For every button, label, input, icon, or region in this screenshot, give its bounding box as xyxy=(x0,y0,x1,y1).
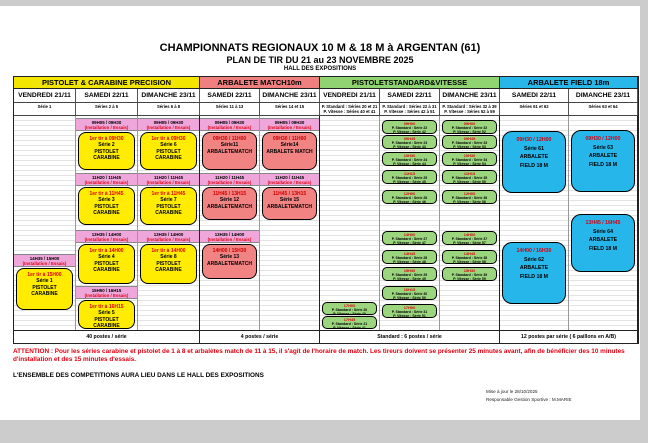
series-subheader-row xyxy=(14,103,638,116)
standard-vitesse-cell: 09H45 P. Standard : Série 23 P. Vitesse : Série 43 xyxy=(382,135,437,149)
page-title: CHAMPIONNATS REGIONAUX 10 M & 18 M à ARGENTAN (61) xyxy=(159,42,481,54)
schedule-table xyxy=(13,76,639,344)
standard-vitesse-cell: 11H15 P. Standard : Série 35 P. Vitesse : Série 55 xyxy=(442,170,497,184)
pistolet-carabine-cell: 1er tir à 09H30 Série 6 PISTOLET CARABINE xyxy=(140,132,197,170)
pistolet-carabine-cell: 1er tir à 09H30 Série 2 PISTOLET CARABINE xyxy=(78,132,135,170)
standard-vitesse-cell: 09H45 P. Standard : Série 33 P. Vitesse : Série 53 xyxy=(442,135,497,149)
standard-vitesse-cell: 14H45 P. Standard : Série 38 P. Vitesse : Série 58 xyxy=(442,250,497,264)
discipline-band-row xyxy=(14,77,638,89)
schedule-body xyxy=(14,116,638,331)
schedule-column xyxy=(569,116,638,330)
schedule-column xyxy=(260,116,320,330)
postes-note-row xyxy=(14,331,638,343)
standard-vitesse-cell: 14H00 P. Standard : Série 37 P. Vitesse : Série 57 xyxy=(442,231,497,245)
attention-note: ATTENTION : Pour les séries carabine et pistolet de 1 à 8 et arbalètes match de 11 à 15, il s'agit de l'horaire de match. Les tireurs doivent se présenter 25 minutes avant, afin de bénéficier des 10 minutes d'installation et des 15 minutes d'essais. xyxy=(13,348,625,363)
update-date: Mise à jour le 28/10/2025 xyxy=(486,389,538,394)
installation-banner: 09H05 / 09H30 (Installation / Essais) xyxy=(200,118,259,131)
standard-vitesse-cell: 11H15 P. Standard : Série 25 P. Vitesse : Série 45 xyxy=(382,170,437,184)
schedule-column xyxy=(76,116,138,330)
series-subheader: Séries 14 et 15 xyxy=(260,103,320,115)
installation-banner: 09H05 / 09H30 (Installation / Essais) xyxy=(260,118,319,131)
installation-banner: 13H35 / 14H00 (Installation / Essais) xyxy=(138,230,199,243)
arbalete-field-cell: 13H45 / 16H45 Série 64 ARBALETE FIELD 18 M xyxy=(571,214,635,272)
day-header-row xyxy=(14,89,638,103)
pistolet-carabine-cell: 1er tir à 15H00 Série 1 PISTOLET CARABINE xyxy=(16,268,73,310)
installation-banner: 13H35 / 14H00 (Installation / Essais) xyxy=(76,230,137,243)
arbalete-match-cell: 09H30 / 11H00 Série11 ARBALETEMATCH xyxy=(202,132,257,170)
standard-vitesse-cell: 12H00 P. Standard : Série 26 P. Vitesse : Série 46 xyxy=(382,190,437,204)
schedule-column xyxy=(500,116,569,330)
postes-note-1: 4 postes / série xyxy=(200,331,320,343)
series-subheader: P. Standard : Séries 20 et 21 P. Vitesse : Séries 40 et 41 xyxy=(320,103,380,115)
discipline-band-3: ARBALETE FIELD 18m xyxy=(500,77,638,88)
standard-vitesse-cell: 09H00 P. Standard : Série 32 P. Vitesse : Série 52 xyxy=(442,120,497,134)
schedule-column xyxy=(440,116,500,330)
postes-note-2: Standard : 6 postes / série xyxy=(320,331,500,343)
pistolet-carabine-cell: 1er tir à 14H00 Série 8 PISTOLET CARABINE xyxy=(140,244,197,284)
day-header: DIMANCHE 23/11 xyxy=(260,89,320,102)
schedule-column xyxy=(138,116,200,330)
day-header: SAMEDI 22/11 xyxy=(200,89,260,102)
day-header: DIMANCHE 23/11 xyxy=(440,89,500,102)
schedule-column xyxy=(14,116,76,330)
series-subheader: Séries 63 et 64 xyxy=(569,103,638,115)
page-subtitle: PLAN DE TIR DU 21 au 23 NOVEMBRE 2025 xyxy=(226,55,414,65)
discipline-band-2: PISTOLETSTANDARD&VITESSE xyxy=(320,77,500,88)
standard-vitesse-cell: 10H30 P. Standard : Série 24 P. Vitesse : Série 44 xyxy=(382,152,437,166)
day-header: SAMEDI 22/11 xyxy=(380,89,440,102)
arbalete-field-cell: 14H00 / 16H30 Série 62 ARBALETE FIELD 18 M xyxy=(502,242,566,304)
update-info xyxy=(486,388,572,404)
standard-vitesse-cell: 17H45 P. Standard : Série 21 P. Vitesse : Série 41 xyxy=(322,316,377,329)
postes-note-0: 40 postes / série xyxy=(14,331,200,343)
schedule-column xyxy=(200,116,260,330)
responsible-name: Responsable Gestion Sportive : M.MARIE xyxy=(486,397,572,402)
series-subheader: Séries 2 à 5 xyxy=(76,103,138,115)
pistolet-carabine-cell: 1er tir à 11H45 Série 3 PISTOLET CARABINE xyxy=(78,187,135,225)
title-block xyxy=(0,42,640,72)
installation-banner: 09H05 / 09H30 (Installation / Essais) xyxy=(138,118,199,131)
arbalete-field-cell: 09H30 / 12H00 Série 61 ARBALETE FIELD 18 M xyxy=(502,131,566,193)
series-subheader: Séries 61 et 62 xyxy=(500,103,569,115)
day-header: SAMEDI 22/11 xyxy=(500,89,569,102)
standard-vitesse-cell: 09H00 P. Standard : Série 22 P. Vitesse : Série 42 xyxy=(382,120,437,134)
discipline-band-0: PISTOLET & CARABINE PRECISION xyxy=(14,77,200,88)
arbalete-match-cell: 11H45 / 13H15 Série 15 ARBALETEMATCH xyxy=(262,187,317,220)
installation-banner: 14H35 / 15H00 (Installation / Essais) xyxy=(14,254,75,267)
arbalete-match-cell: 09H30 / 11H00 Série14 ARBALETE MATCH xyxy=(262,132,317,170)
pistolet-carabine-cell: 1er tir à 14H00 Série 4 PISTOLET CARABINE xyxy=(78,244,135,284)
day-header: VENDREDI 21/11 xyxy=(14,89,76,102)
installation-banner: 11H20 / 11H45 (Installation / Essais) xyxy=(138,173,199,186)
arbalete-match-cell: 11H45 / 13H15 Série 12 ARBALETEMATCH xyxy=(202,187,257,220)
standard-vitesse-cell: 16H15 P. Standard : Série 30 P. Vitesse : Série 50 xyxy=(382,286,437,300)
day-header: DIMANCHE 23/11 xyxy=(569,89,638,102)
installation-banner: 15H50 / 16H15 (Installation / Essais) xyxy=(76,286,137,299)
arbalete-field-cell: 09H30 / 12H00 Série 63 ARBALETE FIELD 18 M xyxy=(571,130,635,192)
series-subheader: P. Standard : Séries 22 à 31 P. Vitesse : Séries 42 à 51 xyxy=(380,103,440,115)
series-subheader: P. Standard : Séries 32 à 39 P. Vitesse : Séries 52 à 59 xyxy=(440,103,500,115)
series-subheader: Séries 11 à 13 xyxy=(200,103,260,115)
arbalete-match-cell: 14H00 / 15H30 Série 13 ARBALETEMATCH xyxy=(202,244,257,279)
day-header: DIMANCHE 23/11 xyxy=(138,89,200,102)
series-subheader: Série 1 xyxy=(14,103,76,115)
standard-vitesse-cell: 15H30 P. Standard : Série 29 P. Vitesse : Série 49 xyxy=(382,267,437,281)
installation-banner: 09H05 / 09H30 (Installation / Essais) xyxy=(76,118,137,131)
venue-title: HALL DES EXPOSITIONS xyxy=(283,66,357,72)
standard-vitesse-cell: 12H00 P. Standard : Série 36 P. Vitesse : Série 56 xyxy=(442,190,497,204)
schedule-column xyxy=(380,116,440,330)
installation-banner: 11H20 / 11H45 (Installation / Essais) xyxy=(76,173,137,186)
standard-vitesse-cell: 17H00 P. Standard : Série 20 P. Vitesse : Série 40 xyxy=(322,302,377,315)
installation-banner: 13H35 / 14H00 (Installation / Essais) xyxy=(200,230,259,243)
pistolet-carabine-cell: 1er tir à 16H15 Série 5 PISTOLET CARABINE xyxy=(78,300,135,329)
standard-vitesse-cell: 10H30 P. Standard : Série 34 P. Vitesse : Série 54 xyxy=(442,152,497,166)
standard-vitesse-cell: 15H30 P. Standard : Série 39 P. Vitesse : Série 59 xyxy=(442,267,497,281)
installation-banner: 11H20 / 11H45 (Installation / Essais) xyxy=(260,173,319,186)
schedule-sheet xyxy=(0,6,640,420)
series-subheader: Séries 6 à 8 xyxy=(138,103,200,115)
pistolet-carabine-cell: 1er tir à 11H45 Série 7 PISTOLET CARABINE xyxy=(140,187,197,225)
postes-note-3: 12 postes par série ( 6 paillons en A/B) xyxy=(500,331,638,343)
discipline-band-1: ARBALETE MATCH10m xyxy=(200,77,320,88)
standard-vitesse-cell: 14H45 P. Standard : Série 28 P. Vitesse : Série 48 xyxy=(382,250,437,264)
installation-banner: 11H20 / 11H45 (Installation / Essais) xyxy=(200,173,259,186)
standard-vitesse-cell: 17H00 P. Standard : Série 31 P. Vitesse : Série 51 xyxy=(382,304,437,318)
standard-vitesse-cell: 14H00 P. Standard : Série 27 P. Vitesse : Série 47 xyxy=(382,231,437,245)
day-header: VENDREDI 21/11 xyxy=(320,89,380,102)
schedule-column xyxy=(320,116,380,330)
day-header: SAMEDI 22/11 xyxy=(76,89,138,102)
venue-note: L'ENSEMBLE DES COMPETITIONS AURA LIEU DANS LE HALL DES EXPOSITIONS xyxy=(13,372,264,379)
